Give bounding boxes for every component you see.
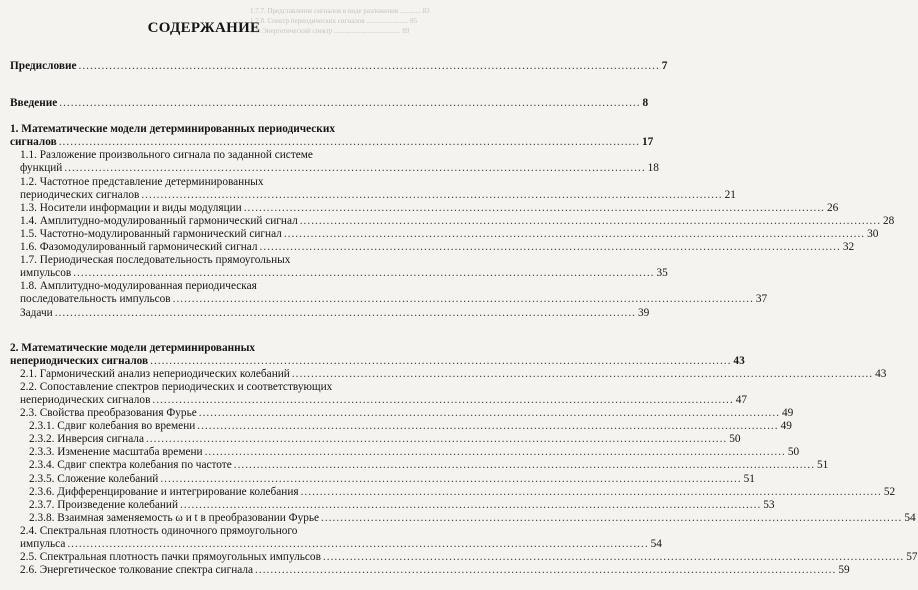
page-number: 21 — [724, 188, 736, 201]
dot-leader — [173, 293, 754, 306]
toc-entry[interactable] — [10, 241, 855, 254]
toc-entry[interactable] — [10, 407, 794, 420]
toc-entry-title: 1.4. Амплитудно-модулированный гармонический сигнал — [20, 214, 298, 227]
toc-entry[interactable] — [10, 485, 896, 499]
page-number: 8 — [642, 97, 649, 110]
dot-leader — [59, 97, 640, 110]
toc-entry-title: Введение — [10, 97, 58, 110]
toc-entry[interactable] — [10, 175, 736, 202]
page-number: 50 — [729, 433, 741, 446]
toc-entry-title: 2.5. Спектральная плотность пачки прямоугольных импульсов — [20, 551, 321, 564]
toc-entry-title-line: 1.2. Частотное представление детерминированных — [20, 175, 264, 188]
toc-entry[interactable] — [10, 551, 918, 564]
page-number: 57 — [906, 551, 918, 564]
dot-leader — [55, 307, 636, 320]
dot-leader — [323, 551, 904, 564]
toc-entry[interactable] — [10, 280, 768, 306]
toc-entry[interactable] — [10, 306, 650, 320]
page-number: 39 — [638, 306, 650, 319]
page-number: 37 — [755, 293, 768, 306]
dot-leader — [152, 394, 733, 407]
page-number: 54 — [650, 538, 662, 550]
toc-entry[interactable] — [10, 367, 887, 381]
toc-entry-title: 2.3.8. Взаимная заменяемость ω и t в преобразовании Фурье — [29, 511, 320, 524]
toc-entry-title: сигналов — [10, 136, 57, 149]
dot-leader — [284, 228, 865, 241]
page-number: 53 — [763, 498, 775, 511]
toc-entry[interactable] — [10, 524, 662, 551]
page-number: 43 — [875, 367, 887, 380]
dot-leader — [321, 512, 902, 525]
page-number: 28 — [883, 214, 895, 227]
toc-entry[interactable] — [10, 97, 649, 110]
page-number: 50 — [787, 446, 800, 459]
toc-entry-title: 1.6. Фазомодулированный гармонический сигнал — [20, 241, 258, 254]
toc-entry-title: последовательность импульсов — [20, 293, 171, 306]
dot-leader — [150, 355, 731, 368]
toc-entry-title: 2.6. Энергетическое толкование спектра сигнала — [20, 564, 254, 577]
dot-leader — [244, 202, 825, 215]
toc-entry[interactable] — [10, 459, 829, 472]
toc-entry[interactable] — [10, 60, 668, 73]
dot-leader — [64, 162, 645, 175]
toc-entry[interactable] — [10, 227, 879, 241]
toc-entry-title: импульса — [20, 538, 66, 550]
toc-entry[interactable] — [10, 420, 792, 433]
toc-entry-title: 2.3.4. Сдвиг спектра колебания по частоте — [29, 459, 232, 472]
toc-entry-title: 1.3. Носители информации и виды модуляции — [20, 201, 242, 214]
dot-leader — [197, 420, 778, 433]
dot-leader — [73, 267, 654, 280]
toc-entry-title: непериодических сигналов — [20, 393, 151, 406]
dot-leader — [160, 473, 741, 486]
page-number: 59 — [838, 564, 850, 577]
page-number: 32 — [842, 241, 855, 254]
toc-entry-title: непериодических сигналов — [10, 354, 149, 367]
bleed-through-text: 1.7.7. Представление сигналов в виде разложения ............ 83 1.7.8. Спектр периодических сигналов ........................ 85 1.8. Энергетический спектр ...................................... 89 — [250, 7, 430, 35]
toc-entry-title: 2.3.2. Инверсия сигнала — [29, 433, 144, 446]
toc-entry-title: Предисловие — [10, 60, 77, 72]
toc-entry-title-line: 2. Математические модели детерминированных — [10, 341, 256, 354]
toc-entry[interactable] — [10, 214, 895, 228]
page-number: 26 — [827, 201, 839, 214]
page-number: 49 — [782, 407, 794, 420]
dot-leader — [59, 136, 640, 149]
toc-entry[interactable] — [10, 433, 741, 446]
toc-entry-title: периодических сигналов — [20, 188, 140, 201]
page-number: 51 — [817, 459, 829, 472]
toc-entry-title: 2.1. Гармонический анализ непериодических колебаний — [20, 367, 290, 380]
toc-entry-title: импульсов — [20, 267, 72, 280]
dot-leader — [234, 459, 815, 472]
toc-entry[interactable] — [10, 123, 654, 149]
toc-entry-title-line: 1.8. Амплитудно-модулированная периодическая — [20, 280, 257, 293]
toc-entry[interactable] — [10, 564, 850, 577]
page-number: 35 — [656, 267, 668, 280]
dot-leader — [67, 538, 648, 551]
toc-entry[interactable] — [10, 446, 800, 459]
page-number: 43 — [733, 354, 745, 367]
dot-leader — [292, 368, 873, 381]
page-number: 47 — [735, 393, 747, 406]
page-number: 30 — [867, 227, 879, 240]
page-title: СОДЕРЖАНИЕ — [147, 20, 261, 36]
dot-leader — [146, 433, 727, 446]
toc-entry[interactable] — [10, 201, 839, 215]
toc-entry-title: 2.3.7. Произведение колебаний — [29, 498, 178, 511]
dot-leader — [260, 241, 841, 254]
toc-entry-title: 1.5. Частотно-модулированный гармонический сигнал — [20, 227, 282, 240]
dot-leader — [205, 446, 786, 459]
dot-leader — [300, 215, 881, 228]
page-number: 52 — [883, 485, 896, 498]
dot-leader — [301, 486, 882, 499]
toc-entry-title-line: 2.4. Спектральная плотность одиночного прямоугольного — [20, 524, 298, 537]
dot-leader — [141, 189, 722, 202]
toc-entry-title: 2.3.3. Изменение масштаба времени — [29, 446, 203, 459]
page-number: 54 — [904, 511, 916, 524]
page-number: 18 — [647, 162, 659, 175]
toc-entry-title: функций — [20, 162, 63, 175]
toc-entry[interactable] — [10, 149, 659, 175]
toc-entry-title: 2.3. Свойства преобразования Фурье — [20, 407, 197, 420]
dot-leader — [199, 407, 780, 420]
toc-entry[interactable] — [10, 472, 755, 486]
toc-entry-title: 2.3.6. Дифференцирование и интегрирование колебания — [29, 485, 299, 498]
page-number: 49 — [780, 420, 792, 433]
toc-entry[interactable] — [10, 511, 916, 525]
page-number: 17 — [642, 136, 654, 149]
toc-entry[interactable] — [10, 254, 668, 280]
toc-entry-title-line: 1.7. Периодическая последовательность прямоугольных — [20, 254, 291, 267]
page-number: 51 — [743, 472, 755, 485]
page-number: 7 — [661, 60, 668, 72]
toc-entry-title-line: 2.2. Сопоставление спектров периодических и соответствующих — [20, 380, 333, 393]
toc-entry[interactable] — [10, 498, 775, 512]
dot-leader — [180, 499, 761, 512]
toc-entry-title: 2.3.1. Сдвиг колебания во времени — [29, 420, 196, 433]
toc-entry-title-line: 1.1. Разложение произвольного сигнала по заданной системе — [20, 149, 313, 162]
toc-entry-title-line: 1. Математические модели детерминированных периодических — [10, 123, 335, 136]
toc-entry[interactable] — [10, 380, 747, 407]
toc-entry[interactable] — [10, 341, 745, 368]
toc-entry-title: 2.3.5. Сложение колебаний — [29, 472, 159, 485]
table-of-contents — [10, 60, 918, 577]
dot-leader — [79, 60, 660, 73]
dot-leader — [255, 564, 836, 577]
toc-entry-title: Задачи — [20, 306, 53, 319]
